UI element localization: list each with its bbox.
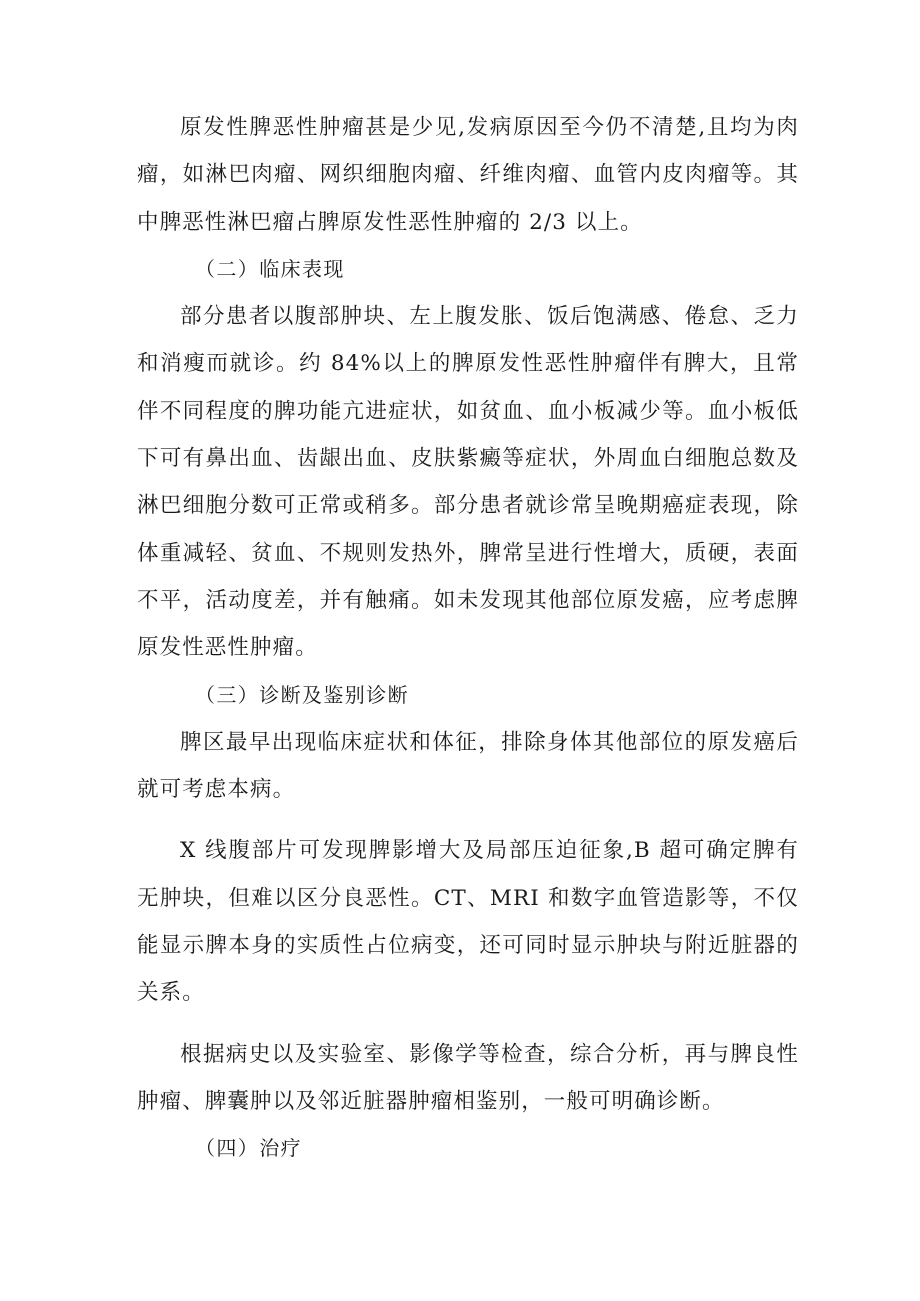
paragraph-clinical-manifestations: 部分患者以腹部肿块、左上腹发胀、饭后饱满感、倦怠、乏力和消瘦而就诊。约 84%以上的脾原发性恶性肿瘤伴有脾大，且常伴不同程度的脾功能亢进症状，如贫血、血小板减少等。血小板低下可有鼻出血、齿龈出血、皮肤紫癜等症状，外周血白细胞总数及淋巴细胞分数可正常或稍多。部分患者就诊常呈晚期癌症表现，除体重减轻、贫血、不规则发热外，脾常呈进行性增大，质硬，表面不平，活动度差，并有触痛。如未发现其他部位原发癌，应考虑脾原发性恶性肿瘤。 bbox=[137, 304, 799, 661]
paragraph-differential-diagnosis: 根据病史以及实验室、影像学等检查，综合分析，再与脾良性肿瘤、脾囊肿以及邻近脏器肿瘤相鉴别，一般可明确诊断。 bbox=[137, 1041, 799, 1114]
paragraph-imaging-examination: X 线腹部片可发现脾影增大及局部压迫征象,B 超可确定脾有无肿块，但难以区分良恶性。CT、MRI 和数字血管造影等，不仅能显示脾本身的实质性占位病变，还可同时显示肿块与附近脏器的关系。 bbox=[137, 838, 799, 1006]
paragraph-spacer bbox=[137, 813, 799, 827]
section-heading-diagnosis: （三）诊断及鉴别诊断 bbox=[195, 682, 409, 707]
paragraph-spleen-malignant-tumor-overview: 原发性脾恶性肿瘤甚是少见,发病原因至今仍不清楚,且均为肉瘤，如淋巴肉瘤、网织细胞肉瘤、纤维肉瘤、血管内皮肉瘤等。其中脾恶性淋巴瘤占脾原发性恶性肿瘤的 2/3 以上。 bbox=[137, 115, 799, 235]
section-heading-clinical-manifestations: （二）临床表现 bbox=[195, 256, 345, 281]
paragraph-diagnosis-intro: 脾区最早出现临床症状和体征，排除身体其他部位的原发癌后就可考虑本病。 bbox=[137, 729, 799, 803]
paragraph-spacer bbox=[137, 1017, 799, 1031]
document-body bbox=[137, 104, 799, 1173]
section-heading-treatment: （四）治疗 bbox=[195, 1136, 302, 1161]
